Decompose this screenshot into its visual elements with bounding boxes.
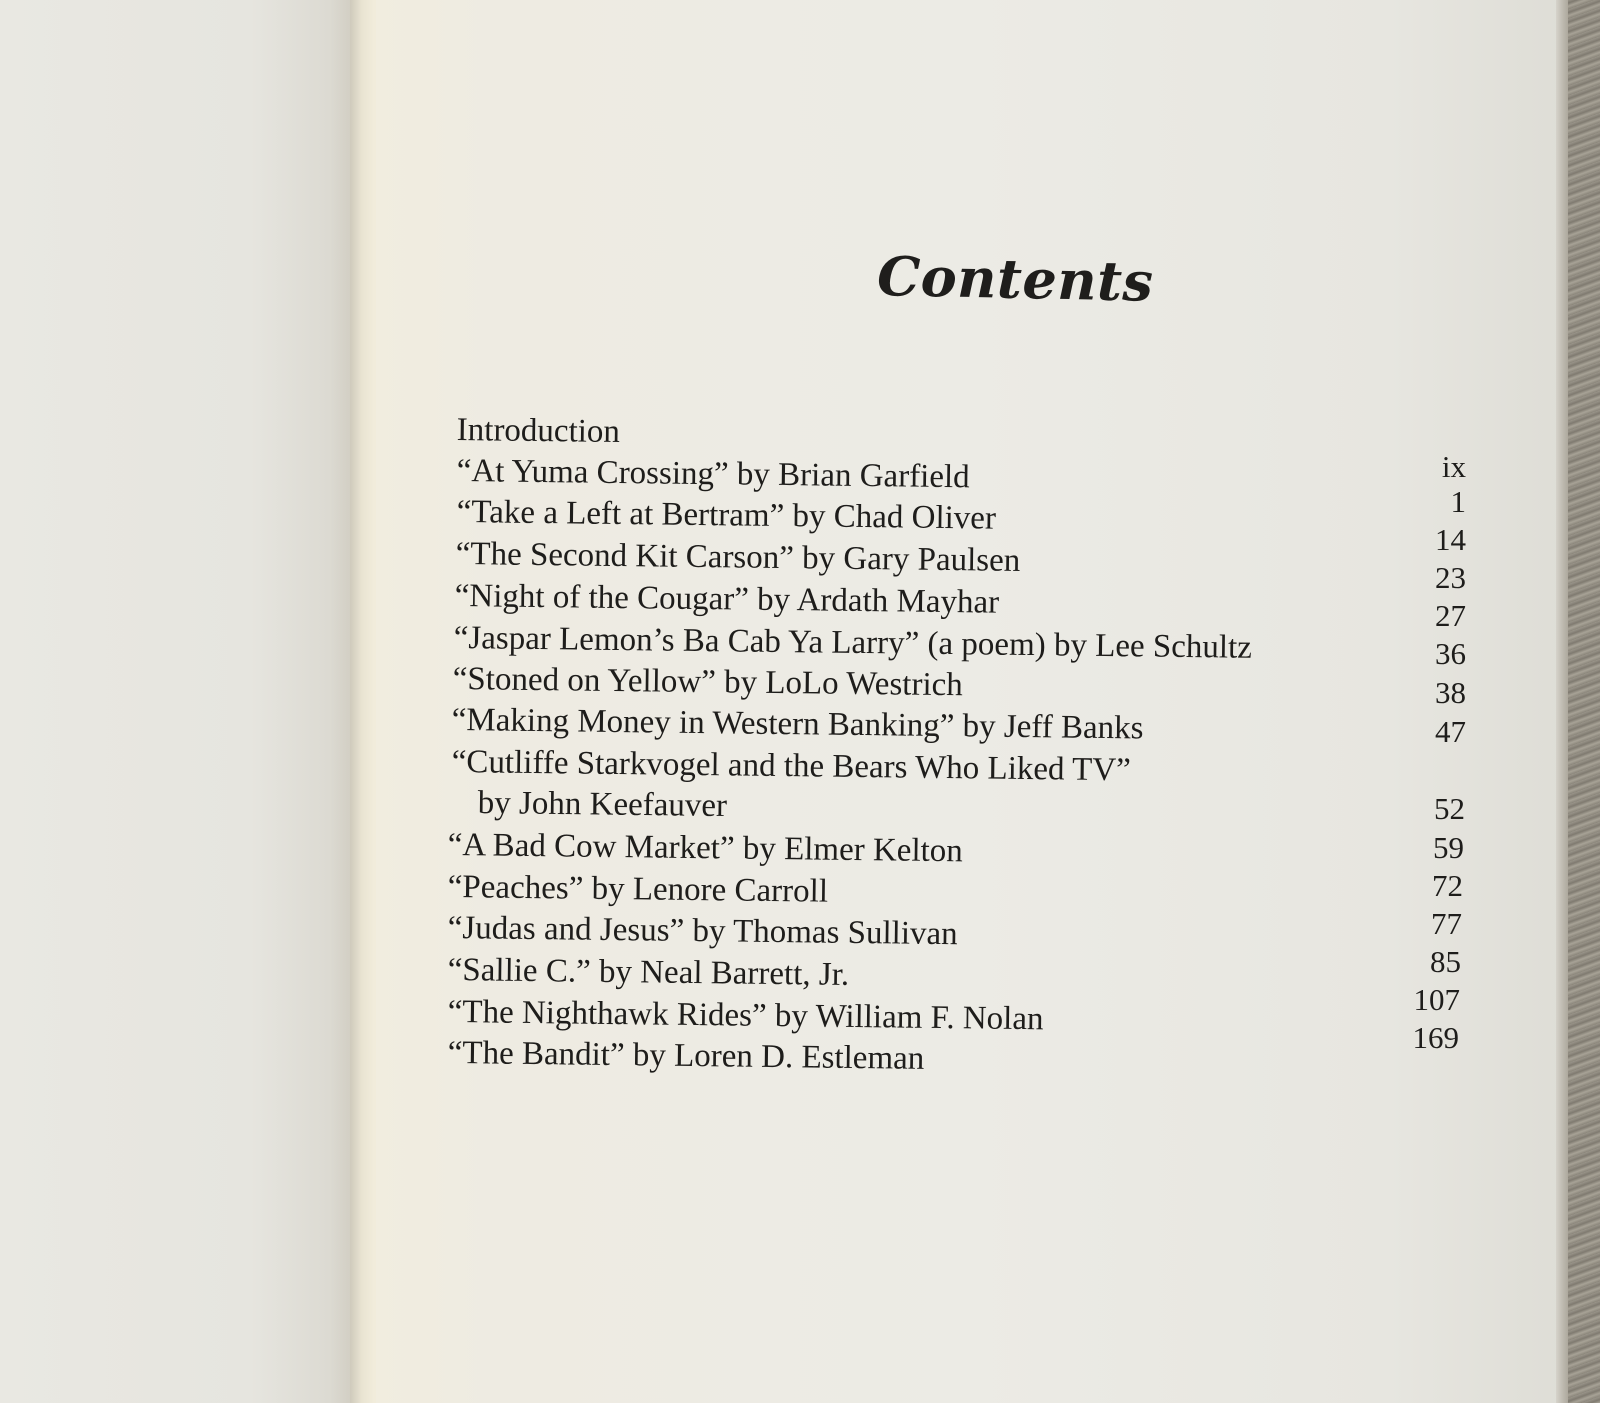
toc-entry-title: “Judas and Jesus” by Thomas Sullivan bbox=[447, 910, 958, 953]
toc-entry-page: 85 bbox=[1430, 944, 1461, 979]
toc-entry-title: “A Bad Cow Market” by Elmer Kelton bbox=[447, 827, 964, 870]
toc-entry-title: “Peaches” by Lenore Carroll bbox=[447, 869, 829, 910]
toc-entry-title: “Jaspar Lemon’s Ba Cab Ya Larry” (a poem) by Lee Schultz bbox=[453, 620, 1253, 666]
toc-entry-title: “Making Money in Western Banking” by Jeff Banks bbox=[451, 702, 1144, 747]
toc-entry-page: 36 bbox=[1435, 636, 1466, 671]
toc-entry-title: “Take a Left at Bertram” by Chad Oliver bbox=[456, 494, 997, 537]
toc-entry-title: “The Nighthawk Rides” by William F. Nolan bbox=[447, 994, 1044, 1038]
toc-entry-title: “Sallie C.” by Neal Barrett, Jr. bbox=[447, 952, 850, 993]
toc-entry-title: by John Keefauver bbox=[477, 785, 728, 825]
toc-entry-page: 169 bbox=[1412, 1020, 1459, 1055]
toc-entry-title: “The Bandit” by Loren D. Estleman bbox=[447, 1035, 925, 1077]
toc-entry-page: 107 bbox=[1413, 982, 1460, 1017]
toc-entry-title: “The Second Kit Carson” by Gary Paulsen bbox=[455, 536, 1021, 579]
left-page bbox=[0, 0, 358, 1403]
toc-entry-page: 27 bbox=[1435, 598, 1466, 633]
toc-entry-page: 14 bbox=[1435, 522, 1466, 557]
toc-entry-page: 1 bbox=[1450, 484, 1466, 519]
toc-entry-title: Introduction bbox=[456, 412, 621, 450]
toc-entry-title: “At Yuma Crossing” by Brian Garfield bbox=[456, 453, 970, 496]
toc-entry-title: “Stoned on Yellow” by LoLo Westrich bbox=[452, 661, 963, 704]
toc-entry-title: “Night of the Cougar” by Ardath Mayhar bbox=[454, 578, 1000, 621]
toc-entry-page: 47 bbox=[1435, 714, 1466, 749]
toc-entry-page: 23 bbox=[1435, 560, 1466, 595]
toc-entry-page: 38 bbox=[1435, 675, 1466, 710]
toc-entry-page: 72 bbox=[1432, 868, 1463, 903]
toc-entry-page: 52 bbox=[1434, 791, 1465, 826]
toc-entry-page: 77 bbox=[1431, 906, 1462, 941]
toc-entry-page: 59 bbox=[1433, 830, 1464, 865]
contents-heading: Contents bbox=[876, 244, 1155, 314]
toc-entry-page: ix bbox=[1441, 449, 1466, 484]
background-surface bbox=[1568, 0, 1600, 1403]
toc-entry-title: “Cutliffe Starkvogel and the Bears Who Liked TV” bbox=[451, 744, 1132, 789]
